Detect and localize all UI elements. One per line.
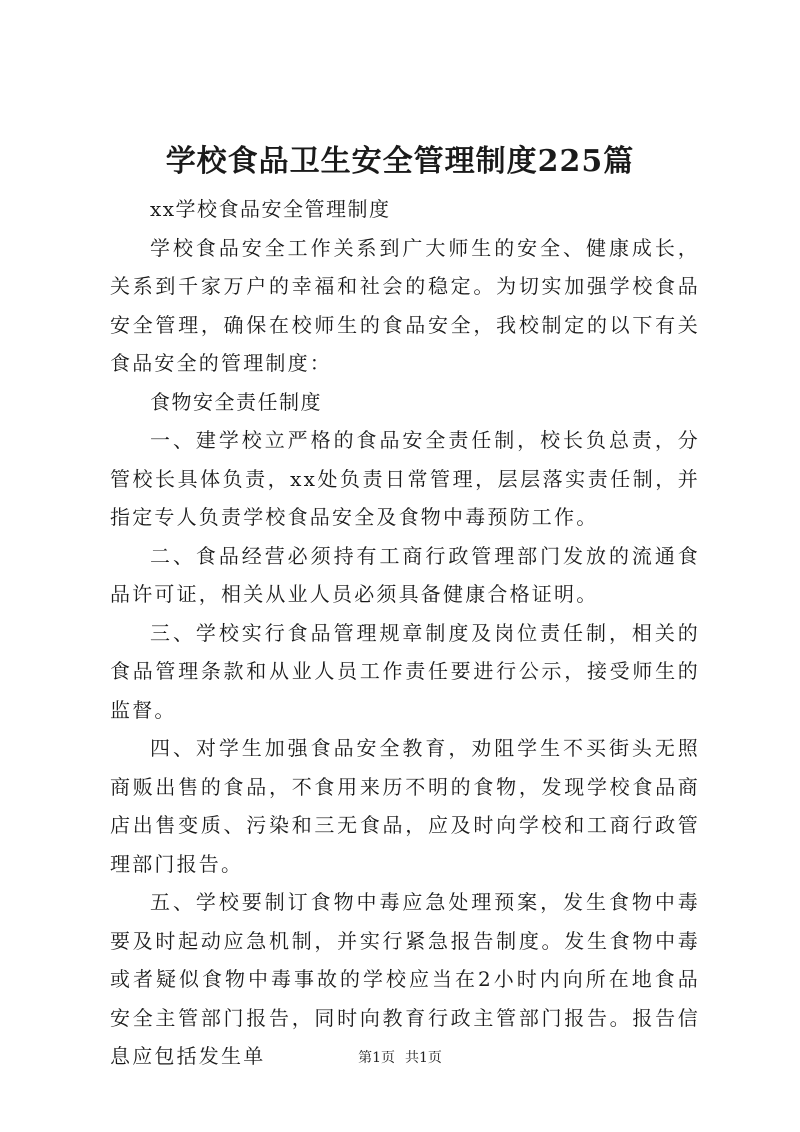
clause-paragraph: 五、学校要制订食物中毒应急处理预案，发生食物中毒要及时起动应急机制，并实行紧急报告制度。发生食物中毒或者疑似食物中毒事故的学校应当在2小时内向所在地食品安全主管部门报告，同时向教育行政主管部门报告。报告信息应包括发生单 xyxy=(110,890,700,1068)
page-number: 第1页 xyxy=(358,1050,395,1066)
clause-paragraph: 二、食品经营必须持有工商行政管理部门发放的流通食品许可证，相关从业人员必须具备健康合格证明。 xyxy=(110,543,700,606)
intro-paragraph: 学校食品安全工作关系到广大师生的安全、健康成长，关系到千家万户的幸福和社会的稳定。为切实加强学校食品安全管理，确保在校师生的食品安全，我校制定的以下有关食品安全的管理制度： xyxy=(110,235,700,375)
page-total: 共1页 xyxy=(405,1050,442,1066)
section-heading: xx学校食品安全管理制度 xyxy=(150,197,391,221)
document-body xyxy=(110,190,700,1076)
clause-paragraph: 一、建学校立严格的食品安全责任制，校长负总责，分管校长具体负责，xx处负责日常管理，层层落实责任制，并指定专人负责学校食品安全及食物中毒预防工作。 xyxy=(110,428,700,529)
clause-paragraph: 三、学校实行食品管理规章制度及岗位责任制，相关的食品管理条款和从业人员工作责任要进行公示，接受师生的监督。 xyxy=(110,620,700,722)
section-heading: 食物安全责任制度 xyxy=(150,389,322,414)
document-title: 学校食品卫生安全管理制度225篇 xyxy=(165,144,635,179)
clause-paragraph: 四、对学生加强食品安全教育，劝阻学生不买街头无照商贩出售的食品，不食用来历不明的食物，发现学校食品商店出售变质、污染和三无食品，应及时向学校和工商行政管理部门报告。 xyxy=(110,736,700,876)
page-footer xyxy=(0,1048,800,1068)
